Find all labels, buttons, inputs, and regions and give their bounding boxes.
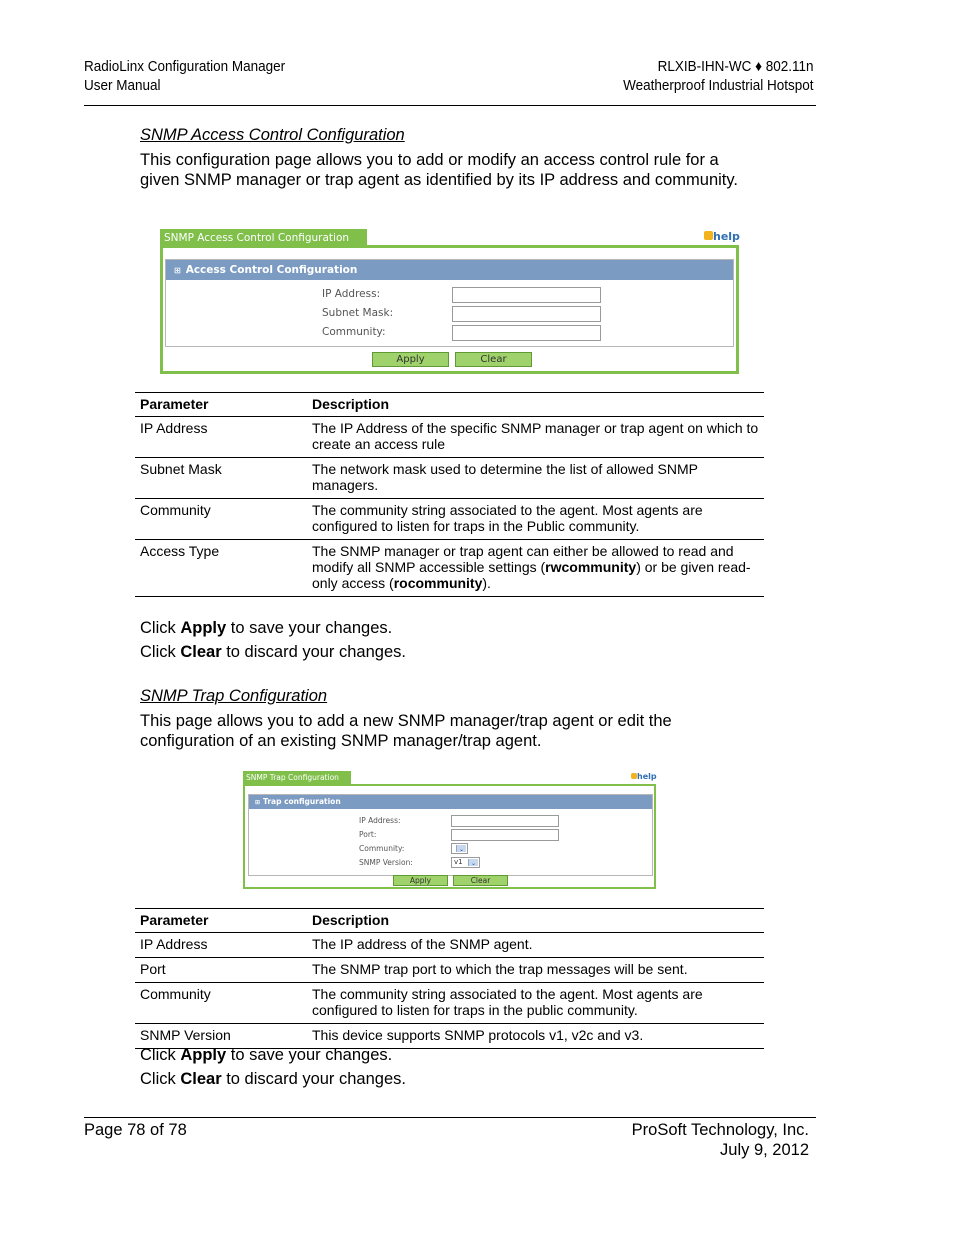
table-cell-description: The SNMP trap port to which the trap messages will be sent. xyxy=(307,958,764,983)
table-row xyxy=(135,958,764,983)
subnet-mask-input[interactable] xyxy=(452,306,601,322)
table-row xyxy=(135,983,764,1024)
header-left xyxy=(84,57,285,95)
clear-button[interactable]: Clear xyxy=(455,352,532,367)
footer-right xyxy=(632,1120,809,1160)
clear-keyword: Clear xyxy=(180,643,222,661)
footer-page-number: Page 78 of 78 xyxy=(84,1121,187,1139)
screenshot-panel xyxy=(243,786,656,889)
chevron-down-icon: ⌄ xyxy=(468,859,478,866)
help-link[interactable]: help xyxy=(704,230,740,243)
footer-rule xyxy=(84,1117,816,1118)
port-label: Port: xyxy=(359,830,377,839)
table-row xyxy=(135,1024,764,1049)
snmp-version-value: v1 xyxy=(454,858,463,866)
table-cell-parameter: Community xyxy=(135,983,307,1024)
header-model: RLXIB-IHN-WC ♦ 802.11n xyxy=(658,58,814,75)
table-header-description: Description xyxy=(307,393,764,417)
keyword-rocommunity: rocommunity xyxy=(393,575,483,591)
apply-keyword: Apply xyxy=(180,1046,227,1064)
table-header-parameter: Parameter xyxy=(135,393,307,417)
port-input[interactable] xyxy=(451,829,559,841)
table-cell-description: The community string associated to the agent. Most agents are configured to listen for traps in the public community. xyxy=(307,983,764,1024)
subnet-mask-label: Subnet Mask: xyxy=(322,307,394,319)
table-cell-description: The IP Address of the specific SNMP manager or trap agent on which to create an access rule xyxy=(307,417,764,458)
action-clear-text: Click Clear to discard your changes. xyxy=(140,1070,406,1088)
community-label: Community: xyxy=(359,844,405,853)
trap-config-bar: ⊞ Trap configuration xyxy=(249,795,652,809)
chevron-down-icon: ⌄ xyxy=(456,845,466,852)
table-cell-parameter: Subnet Mask xyxy=(135,458,307,499)
header-doc-type: User Manual xyxy=(84,77,161,94)
footer-company: ProSoft Technology, Inc. xyxy=(631,1121,809,1139)
table-header-description: Description xyxy=(307,909,764,933)
keyword-rwcommunity: rwcommunity xyxy=(545,559,637,575)
footer-date: July 9, 2012 xyxy=(720,1141,809,1159)
parameter-table-trap xyxy=(135,908,764,1049)
section-title-access-control: SNMP Access Control Configuration xyxy=(140,126,405,144)
table-row xyxy=(135,499,764,540)
table-cell-parameter: Access Type xyxy=(135,540,307,597)
table-cell-parameter: Community xyxy=(135,499,307,540)
access-control-box xyxy=(165,259,734,347)
table-cell-parameter: SNMP Version xyxy=(135,1024,307,1049)
table-cell-description: The SNMP manager or trap agent can either be allowed to read and modify all SNMP accessible settings (rwcommunity) or be given read-only access (rocommunity). xyxy=(307,540,764,597)
help-icon xyxy=(704,231,713,240)
action-apply-text: Click Apply to save your changes. xyxy=(140,1046,393,1064)
screenshot-panel xyxy=(160,248,739,374)
ip-address-label: IP Address: xyxy=(322,288,381,300)
trap-config-box xyxy=(248,794,653,876)
table-cell-description: The community string associated to the agent. Most agents are configured to listen for traps in the Public community. xyxy=(307,499,764,540)
table-header-row xyxy=(135,393,764,417)
ip-address-label: IP Address: xyxy=(359,816,401,825)
table-row xyxy=(135,540,764,597)
apply-button[interactable]: Apply xyxy=(372,352,449,367)
ip-address-input[interactable] xyxy=(452,287,601,303)
table-cell-description: The IP address of the SNMP agent. xyxy=(307,933,764,958)
expand-icon: ⊞ xyxy=(174,266,181,275)
snmp-version-select[interactable] xyxy=(451,857,480,868)
apply-button[interactable]: Apply xyxy=(393,875,448,886)
table-row xyxy=(135,417,764,458)
header-right xyxy=(624,57,814,95)
header-rule xyxy=(84,105,816,106)
header-product: RadioLinx Configuration Manager xyxy=(84,58,286,75)
table-row xyxy=(135,933,764,958)
clear-keyword: Clear xyxy=(180,1070,222,1088)
ip-address-input[interactable] xyxy=(451,815,559,827)
table-header-row xyxy=(135,909,764,933)
screenshot-tab: SNMP Trap Configuration xyxy=(243,771,351,785)
screenshot-tab: SNMP Access Control Configuration xyxy=(160,229,367,247)
table-cell-parameter: IP Address xyxy=(135,933,307,958)
section-title-trap: SNMP Trap Configuration xyxy=(140,687,328,705)
section-intro-access-control: This configuration page allows you to add or modify an access control rule for a given SNMP manager or trap agent as identified by its IP address and community. xyxy=(140,151,738,189)
table-cell-description: The network mask used to determine the list of allowed SNMP managers. xyxy=(307,458,764,499)
action-apply-text: Click Apply to save your changes. xyxy=(140,619,393,637)
snmp-version-label: SNMP Version: xyxy=(359,858,413,867)
table-row xyxy=(135,458,764,499)
help-link[interactable]: help xyxy=(631,772,657,781)
parameter-table-access-control xyxy=(135,392,764,597)
table-cell-parameter: Port xyxy=(135,958,307,983)
action-clear-text: Click Clear to discard your changes. xyxy=(140,643,406,661)
header-description: Weatherproof Industrial Hotspot xyxy=(623,77,814,94)
community-input[interactable] xyxy=(452,325,601,341)
community-label: Community: xyxy=(322,326,386,338)
table-cell-parameter: IP Address xyxy=(135,417,307,458)
section-intro-trap: This page allows you to add a new SNMP manager/trap agent or edit the configuration of an existing SNMP manager/trap agent. xyxy=(140,712,672,750)
table-cell-description: This device supports SNMP protocols v1, v2c and v3. xyxy=(307,1024,764,1049)
clear-button[interactable]: Clear xyxy=(453,875,508,886)
table-header-parameter: Parameter xyxy=(135,909,307,933)
apply-keyword: Apply xyxy=(180,619,227,637)
expand-icon: ⊞ xyxy=(255,799,261,806)
access-control-bar: ⊞ Access Control Configuration xyxy=(166,260,733,280)
community-select[interactable] xyxy=(451,843,468,854)
